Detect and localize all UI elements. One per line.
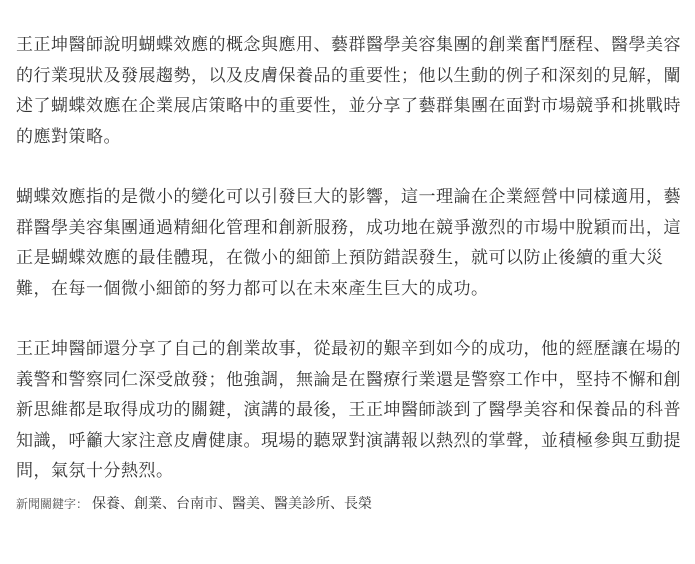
keyword-link-startup[interactable]: 創業 [134, 495, 163, 512]
keyword-link-skincare[interactable]: 保養 [92, 495, 121, 512]
article-paragraph-3: 王正坤醫師還分享了自己的創業故事，從最初的艱辛到如今的成功，他的經歷讓在場的義警和警察同仁深受啟發；他強調，無論是在醫療行業還是警察工作中，堅持不懈和創新思維都是取得成功的關鍵，演講的最後，王正坤醫師談到了醫學美容和保養品的科普知識，呼籲大家注意皮膚健康。現場的聽眾對演講報以熱烈的掌聲，並積極參與互動提問，氣氛十分熱烈。 [16, 339, 681, 481]
keyword-link-aesthetic-clinic[interactable]: 醫美診所 [274, 495, 331, 512]
keyword-separator: 、 [120, 495, 135, 512]
keyword-link-tainan[interactable]: 台南市 [176, 495, 219, 512]
keyword-link-evergreen[interactable]: 長榮 [344, 495, 373, 512]
keyword-separator: 、 [218, 495, 233, 512]
news-keywords-label: 新聞關鍵字： [16, 496, 89, 511]
keyword-separator: 、 [330, 495, 345, 512]
keyword-separator: 、 [162, 495, 177, 512]
article-paragraph-1: 王正坤醫師說明蝴蝶效應的概念與應用、藝群醫學美容集團的創業奮鬥歷程、醫學美容的行業現狀及發展趨勢，以及皮膚保養品的重要性；他以生動的例子和深刻的見解，闡述了蝴蝶效應在企業展店策略中的重要性，並分享了藝群集團在面對市場競爭和挑戰時的應對策略。 [16, 35, 681, 147]
keyword-separator: 、 [260, 495, 275, 512]
article-body [16, 30, 686, 515]
news-keywords [16, 493, 686, 515]
keyword-link-medical-aesthetics[interactable]: 醫美 [232, 495, 261, 512]
article-paragraph-2: 蝴蝶效應指的是微小的變化可以引發巨大的影響，這一理論在企業經營中同樣適用，藝群醫學美容集團通過精細化管理和創新服務，成功地在競爭激烈的市場中脫穎而出，這正是蝴蝶效應的最佳體現，在微小的細節上預防錯誤發生，就可以防止後續的重大災難，在每一個微小細節的努力都可以在未來產生巨大的成功。 [16, 187, 681, 299]
